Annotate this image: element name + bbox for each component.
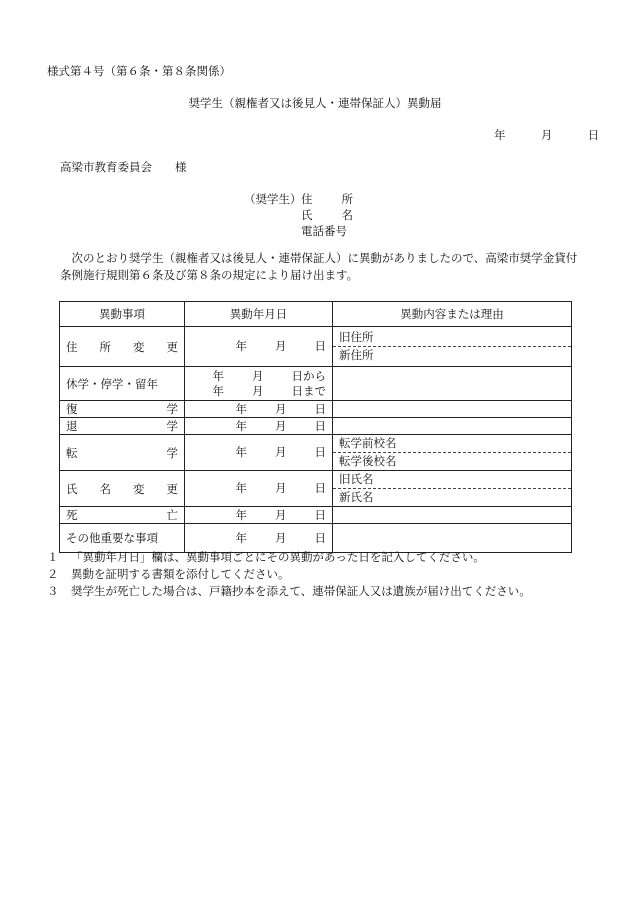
name-label: 氏 名 (301, 208, 353, 222)
table-row (60, 418, 572, 435)
date-day: 日 (587, 128, 600, 142)
note-text: 奨学生が死亡した場合は、戸籍抄本を添えて、連帯保証人又は遺族が届け出てください。 (71, 584, 531, 598)
reason-cell[interactable] (333, 401, 572, 418)
item-cell: 休学・停学・留年 (60, 367, 185, 401)
reason-cell[interactable] (333, 327, 572, 367)
note-number: ２ (47, 567, 59, 581)
table-row (60, 327, 572, 367)
address-label: 住 所 (301, 192, 353, 206)
change-table (59, 301, 572, 553)
item-cell: 死 亡 (60, 507, 185, 524)
reason-line: 新氏名 (339, 490, 374, 504)
table-row (60, 367, 572, 401)
date-cell[interactable]: 年 月 日 (185, 435, 333, 471)
date-cell[interactable]: 年 月 日 (185, 418, 333, 435)
note-text: 「異動年月日」欄は、異動事項ごとにその異動があった日を記入してください。 (71, 550, 485, 564)
header-date: 異動年月日 (185, 302, 333, 327)
date-cell[interactable]: 年 月 日 (185, 327, 333, 367)
sender-role: （奨学生） (244, 192, 302, 206)
note-number: １ (47, 550, 59, 564)
table-row (60, 435, 572, 471)
date-line (494, 128, 599, 142)
reason-line: 転学前校名 (333, 435, 571, 453)
reason-line: 旧氏名 (333, 471, 571, 489)
form-number: 様式第４号（第６条・第８条関係） (47, 64, 231, 78)
reason-cell[interactable] (333, 471, 572, 507)
date-year: 年 (494, 128, 506, 142)
item-cell: 転 学 (60, 435, 185, 471)
date-cell[interactable]: 年 月 日 (185, 471, 333, 507)
body-text: 次のとおり奨学生（親権者又は後見人・連帯保証人）に異動がありましたので、高梁市奨学金貸付条例施行規則第６条及び第８条の規定により届け出ます。 (60, 251, 578, 282)
reason-cell[interactable] (333, 507, 572, 524)
date-cell[interactable]: 年 月 日 (185, 507, 333, 524)
reason-cell[interactable] (333, 435, 572, 471)
addressee: 高梁市教育委員会 様 (60, 160, 187, 174)
reason-cell[interactable] (333, 418, 572, 435)
item-cell: 氏 名 変 更 (60, 471, 185, 507)
date-cell[interactable]: 年 月 日 (185, 524, 333, 553)
sender-block (244, 191, 353, 239)
date-cell[interactable]: 年 月 日 (185, 401, 333, 418)
note-item (47, 566, 531, 583)
reason-line: 新住所 (339, 348, 374, 362)
item-cell: その他重要な事項 (60, 524, 185, 553)
table-header-row (60, 302, 572, 327)
note-number: ３ (47, 584, 59, 598)
note-item (47, 549, 531, 566)
table-row (60, 507, 572, 524)
phone-label: 電話番号 (301, 224, 347, 238)
notes (47, 549, 531, 600)
item-cell: 住 所 変 更 (60, 327, 185, 367)
table-row (60, 401, 572, 418)
item-cell: 退 学 (60, 418, 185, 435)
note-item (47, 583, 531, 600)
note-text: 異動を証明する書類を添付してください。 (71, 567, 290, 581)
document-title: 奨学生（親権者又は後見人・連帯保証人）異動届 (188, 96, 442, 110)
item-cell: 復 学 (60, 401, 185, 418)
reason-line: 旧住所 (333, 329, 571, 347)
table-row (60, 471, 572, 507)
date-month: 月 (540, 128, 553, 142)
date-cell[interactable]: 年 月 日から 年 月 日まで (185, 367, 333, 401)
reason-line: 転学後校名 (339, 454, 397, 468)
header-reason: 異動内容または理由 (333, 302, 572, 327)
header-item: 異動事項 (60, 302, 185, 327)
reason-cell[interactable] (333, 367, 572, 401)
